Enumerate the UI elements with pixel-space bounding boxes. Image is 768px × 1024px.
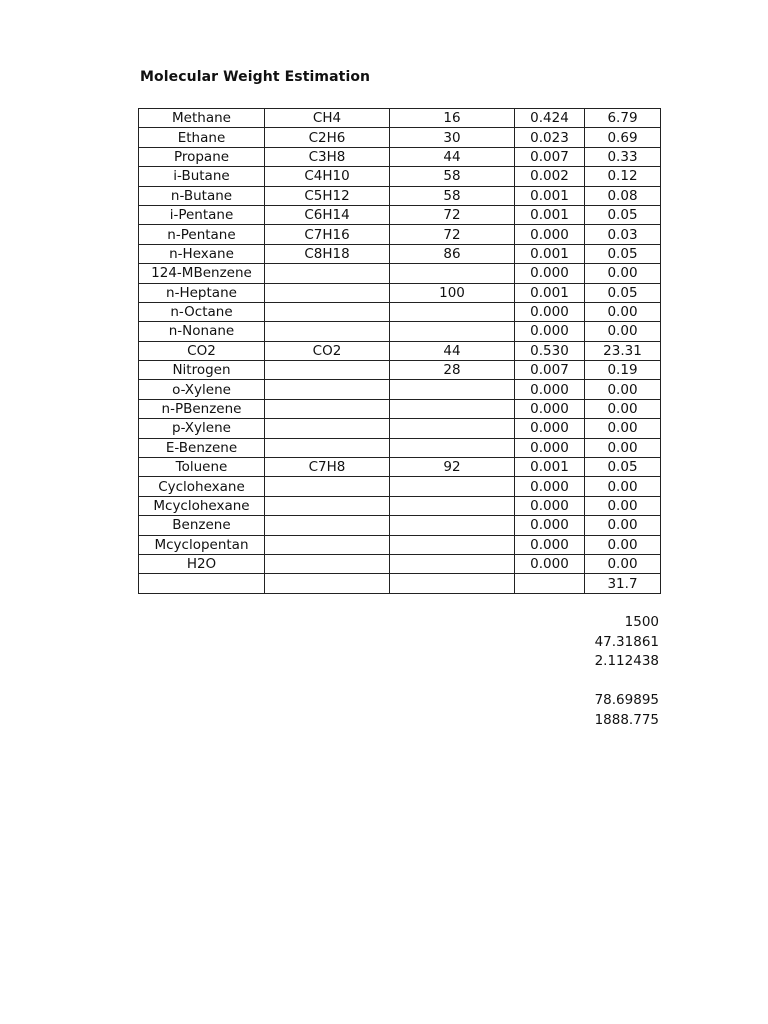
result-value: 1500 xyxy=(624,614,659,630)
formula-cell xyxy=(265,322,390,341)
weighted-mw-cell: 31.7 xyxy=(585,574,661,593)
component-name-cell: Ethane xyxy=(139,128,265,147)
component-name-cell xyxy=(139,574,265,593)
mole-fraction-cell: 0.424 xyxy=(515,109,585,128)
mole-fraction-cell: 0.007 xyxy=(515,147,585,166)
table-row xyxy=(139,128,661,147)
weighted-mw-cell: 0.19 xyxy=(585,361,661,380)
mole-fraction-cell: 0.001 xyxy=(515,458,585,477)
component-name-cell: n-PBenzene xyxy=(139,399,265,418)
mole-fraction-cell: 0.000 xyxy=(515,380,585,399)
formula-cell xyxy=(265,438,390,457)
table-row xyxy=(139,109,661,128)
formula-cell xyxy=(265,516,390,535)
molecular-weight-cell: 44 xyxy=(390,341,515,360)
formula-cell: CH4 xyxy=(265,109,390,128)
result-value: 2.112438 xyxy=(594,653,659,669)
weighted-mw-cell: 0.00 xyxy=(585,419,661,438)
molecular-weight-cell xyxy=(390,438,515,457)
results-column xyxy=(595,613,659,730)
table-row xyxy=(139,554,661,573)
weighted-mw-cell: 0.12 xyxy=(585,167,661,186)
table-body xyxy=(139,109,661,594)
mole-fraction-cell: 0.001 xyxy=(515,205,585,224)
component-name-cell: o-Xylene xyxy=(139,380,265,399)
table-row xyxy=(139,516,661,535)
component-name-cell: Mcyclopentan xyxy=(139,535,265,554)
weighted-mw-cell: 0.69 xyxy=(585,128,661,147)
table-row xyxy=(139,244,661,263)
weighted-mw-cell: 0.00 xyxy=(585,516,661,535)
formula-cell xyxy=(265,264,390,283)
table-row xyxy=(139,264,661,283)
molecular-weight-cell xyxy=(390,302,515,321)
weighted-mw-cell: 0.08 xyxy=(585,186,661,205)
formula-cell xyxy=(265,361,390,380)
mole-fraction-cell: 0.023 xyxy=(515,128,585,147)
weighted-mw-cell: 0.00 xyxy=(585,399,661,418)
formula-cell xyxy=(265,554,390,573)
weighted-mw-cell: 0.00 xyxy=(585,554,661,573)
formula-cell xyxy=(265,283,390,302)
weighted-mw-cell: 0.05 xyxy=(585,283,661,302)
component-name-cell: H2O xyxy=(139,554,265,573)
formula-cell xyxy=(265,302,390,321)
formula-cell xyxy=(265,535,390,554)
table-row xyxy=(139,361,661,380)
table-row xyxy=(139,477,661,496)
table-row xyxy=(139,283,661,302)
weighted-mw-cell: 0.33 xyxy=(585,147,661,166)
component-name-cell: i-Pentane xyxy=(139,205,265,224)
mole-fraction-cell: 0.000 xyxy=(515,225,585,244)
table-row xyxy=(139,458,661,477)
molecular-weight-cell: 100 xyxy=(390,283,515,302)
molecular-weight-cell: 58 xyxy=(390,167,515,186)
table-row xyxy=(139,302,661,321)
molecular-weight-cell: 58 xyxy=(390,186,515,205)
molecular-weight-cell: 92 xyxy=(390,458,515,477)
component-name-cell: n-Butane xyxy=(139,186,265,205)
formula-cell: C5H12 xyxy=(265,186,390,205)
table-row xyxy=(139,167,661,186)
table-row xyxy=(139,341,661,360)
table-row xyxy=(139,322,661,341)
component-name-cell: n-Pentane xyxy=(139,225,265,244)
mole-fraction-cell: 0.000 xyxy=(515,535,585,554)
table-row xyxy=(139,380,661,399)
weighted-mw-cell: 0.00 xyxy=(585,535,661,554)
component-name-cell: 124-MBenzene xyxy=(139,264,265,283)
formula-cell: C7H8 xyxy=(265,458,390,477)
mole-fraction-cell: 0.000 xyxy=(515,496,585,515)
page-title: Molecular Weight Estimation xyxy=(140,69,371,85)
component-name-cell: E-Benzene xyxy=(139,438,265,457)
mole-fraction-cell: 0.002 xyxy=(515,167,585,186)
molecular-weight-cell xyxy=(390,399,515,418)
component-name-cell: Cyclohexane xyxy=(139,477,265,496)
molecular-weight-cell: 72 xyxy=(390,205,515,224)
mole-fraction-cell xyxy=(515,574,585,593)
mole-fraction-cell: 0.000 xyxy=(515,419,585,438)
molecular-weight-cell: 72 xyxy=(390,225,515,244)
molecular-weight-table xyxy=(138,108,661,594)
weighted-mw-cell: 0.00 xyxy=(585,380,661,399)
component-name-cell: n-Nonane xyxy=(139,322,265,341)
table-row xyxy=(139,399,661,418)
weighted-mw-cell: 0.00 xyxy=(585,438,661,457)
component-name-cell: Toluene xyxy=(139,458,265,477)
molecular-weight-cell: 86 xyxy=(390,244,515,263)
molecular-weight-cell: 30 xyxy=(390,128,515,147)
formula-cell: C8H18 xyxy=(265,244,390,263)
molecular-weight-cell: 44 xyxy=(390,147,515,166)
molecular-weight-cell xyxy=(390,477,515,496)
molecular-weight-cell xyxy=(390,516,515,535)
component-name-cell: Mcyclohexane xyxy=(139,496,265,515)
table-row xyxy=(139,438,661,457)
molecular-weight-cell xyxy=(390,264,515,283)
mole-fraction-cell: 0.000 xyxy=(515,322,585,341)
mole-fraction-cell: 0.000 xyxy=(515,399,585,418)
table-row xyxy=(139,496,661,515)
weighted-mw-cell: 0.00 xyxy=(585,264,661,283)
mole-fraction-cell: 0.000 xyxy=(515,438,585,457)
mole-fraction-cell: 0.000 xyxy=(515,516,585,535)
weighted-mw-cell: 0.00 xyxy=(585,302,661,321)
component-name-cell: i-Butane xyxy=(139,167,265,186)
table-row xyxy=(139,147,661,166)
molecular-weight-cell xyxy=(390,496,515,515)
molecular-weight-cell xyxy=(390,535,515,554)
weighted-mw-cell: 0.05 xyxy=(585,205,661,224)
formula-cell: C3H8 xyxy=(265,147,390,166)
formula-cell xyxy=(265,380,390,399)
component-name-cell: CO2 xyxy=(139,341,265,360)
molecular-weight-cell: 16 xyxy=(390,109,515,128)
weighted-mw-cell: 23.31 xyxy=(585,341,661,360)
mole-fraction-cell: 0.000 xyxy=(515,302,585,321)
mole-fraction-cell: 0.530 xyxy=(515,341,585,360)
formula-cell: C7H16 xyxy=(265,225,390,244)
mole-fraction-cell: 0.000 xyxy=(515,264,585,283)
molecular-weight-cell: 28 xyxy=(390,361,515,380)
formula-cell: C4H10 xyxy=(265,167,390,186)
component-name-cell: p-Xylene xyxy=(139,419,265,438)
formula-cell: C2H6 xyxy=(265,128,390,147)
mole-fraction-cell: 0.001 xyxy=(515,283,585,302)
mole-fraction-cell: 0.001 xyxy=(515,186,585,205)
result-value: 47.31861 xyxy=(594,633,659,650)
formula-cell: CO2 xyxy=(265,341,390,360)
molecular-weight-cell xyxy=(390,554,515,573)
component-name-cell: Propane xyxy=(139,147,265,166)
table-row xyxy=(139,186,661,205)
component-name-cell: n-Heptane xyxy=(139,283,265,302)
formula-cell xyxy=(265,477,390,496)
mole-fraction-cell: 0.000 xyxy=(515,477,585,496)
molecular-weight-cell xyxy=(390,380,515,399)
result-value xyxy=(595,672,659,692)
weighted-mw-cell: 0.00 xyxy=(585,322,661,341)
component-name-cell: Methane xyxy=(139,109,265,128)
mole-fraction-cell: 0.007 xyxy=(515,361,585,380)
table-row xyxy=(139,419,661,438)
result-value: 78.69895 xyxy=(594,692,659,708)
molecular-weight-cell xyxy=(390,322,515,341)
weighted-mw-cell: 0.00 xyxy=(585,477,661,496)
formula-cell xyxy=(265,399,390,418)
weighted-mw-cell: 0.00 xyxy=(585,496,661,515)
table-row xyxy=(139,205,661,224)
component-name-cell: n-Octane xyxy=(139,302,265,321)
table-row xyxy=(139,535,661,554)
component-name-cell: Benzene xyxy=(139,516,265,535)
weighted-mw-cell: 0.03 xyxy=(585,225,661,244)
molecular-weight-cell xyxy=(390,574,515,593)
result-value: 1888.775 xyxy=(594,711,659,728)
weighted-mw-cell: 0.05 xyxy=(585,458,661,477)
component-name-cell: Nitrogen xyxy=(139,361,265,380)
formula-cell xyxy=(265,574,390,593)
formula-cell: C6H14 xyxy=(265,205,390,224)
table-row xyxy=(139,574,661,593)
table-row xyxy=(139,225,661,244)
mole-fraction-cell: 0.000 xyxy=(515,554,585,573)
weighted-mw-cell: 0.05 xyxy=(585,244,661,263)
component-name-cell: n-Hexane xyxy=(139,244,265,263)
molecular-weight-cell xyxy=(390,419,515,438)
formula-cell xyxy=(265,496,390,515)
mole-fraction-cell: 0.001 xyxy=(515,244,585,263)
weighted-mw-cell: 6.79 xyxy=(585,109,661,128)
formula-cell xyxy=(265,419,390,438)
